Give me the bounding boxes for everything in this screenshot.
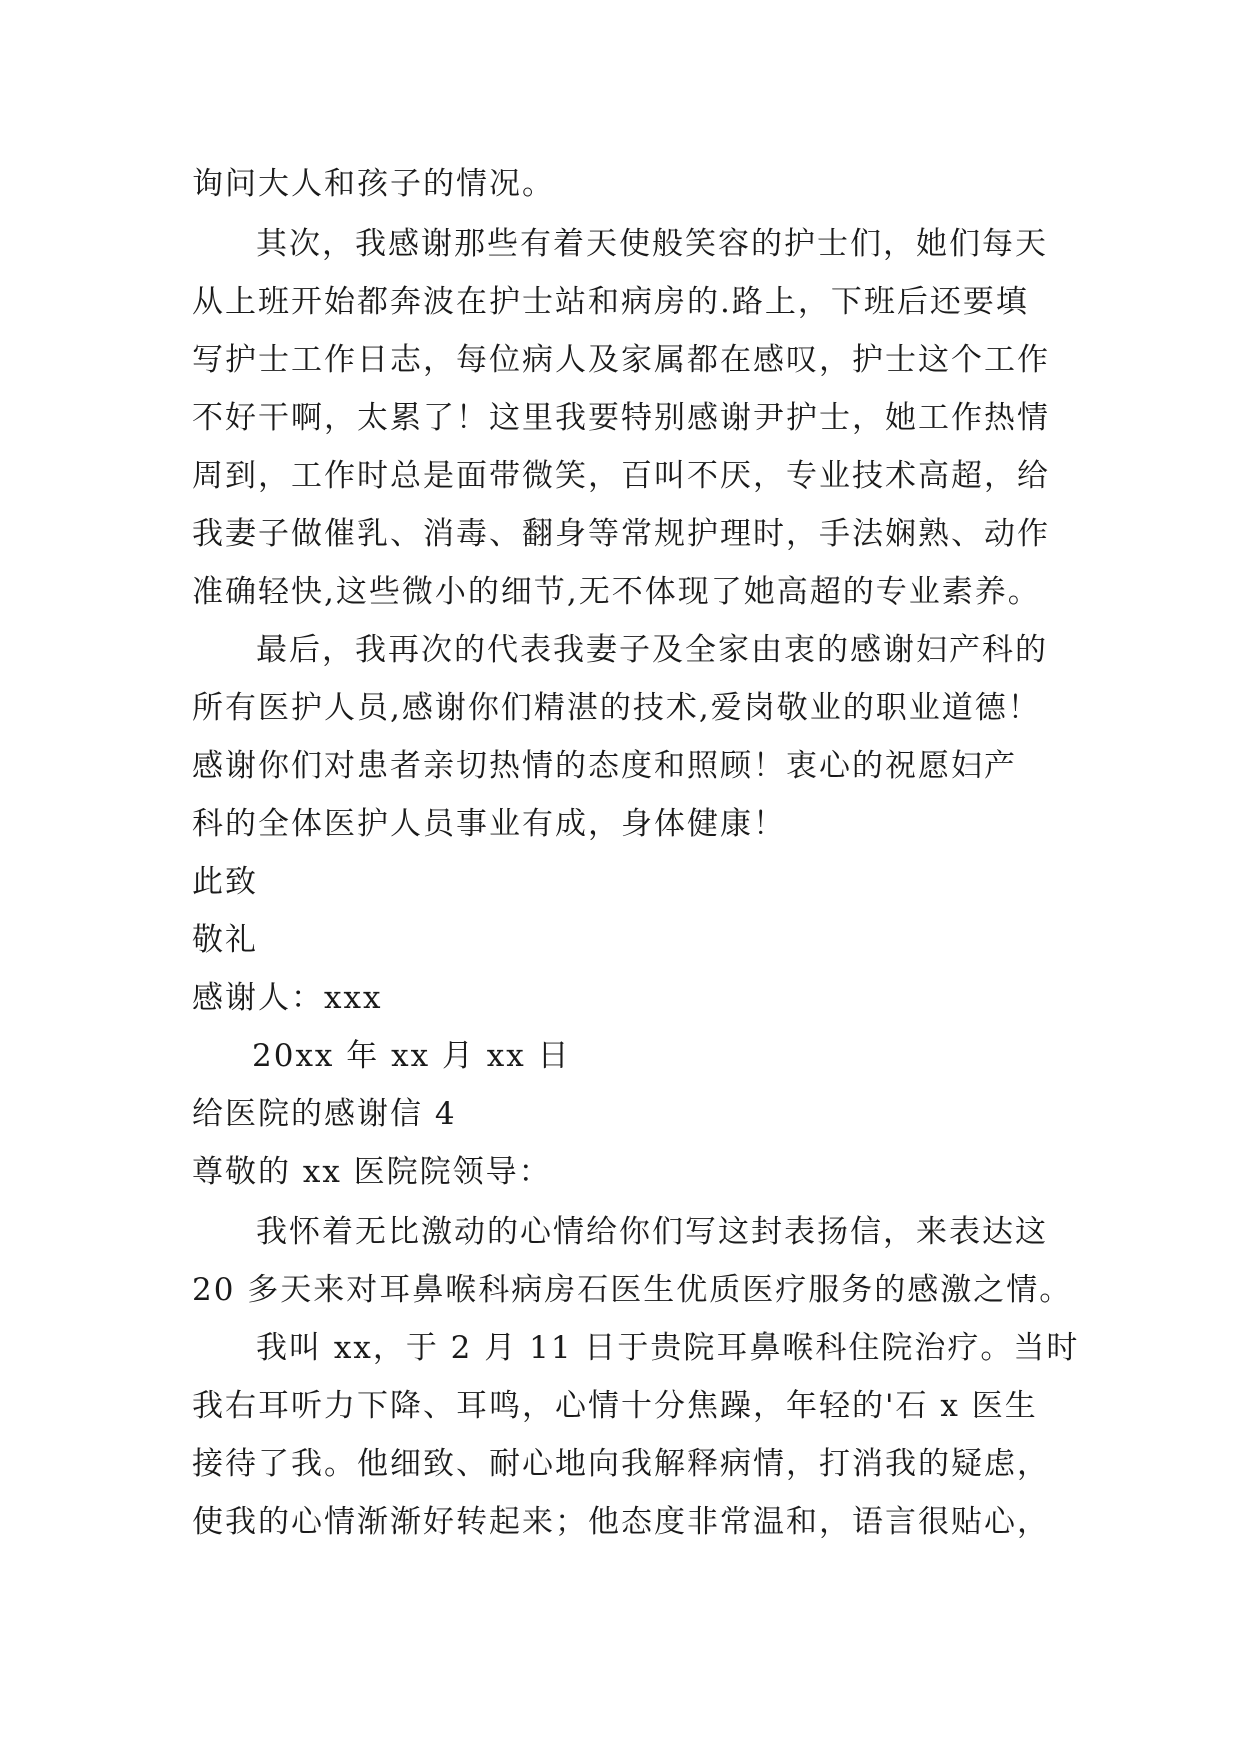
- text-line: 写护士工作日志，每位病人及家属都在感叹，护士这个工作: [192, 342, 1050, 378]
- text-line: 准确轻快,这些微小的细节,无不体现了她高超的专业素养。: [192, 574, 1041, 610]
- text-line: 周到，工作时总是面带微笑，百叫不厌，专业技术高超，给: [192, 458, 1050, 494]
- signature-line: 感谢人：xxx: [192, 980, 383, 1016]
- text-line: 20 多天来对耳鼻喉科病房石医生优质医疗服务的感激之情。: [192, 1272, 1073, 1308]
- text-line: 最后，我再次的代表我妻子及全家由衷的感谢妇产科的: [256, 632, 1048, 668]
- text-line: 所有医护人员,感谢你们精湛的技术,爱岗敬业的职业道德！: [192, 690, 1041, 726]
- text-line: 我妻子做催乳、消毒、翻身等常规护理时，手法娴熟、动作: [192, 516, 1050, 552]
- letter-greeting: 尊敬的 xx 医院院领导：: [192, 1154, 552, 1190]
- text-line: 其次，我感谢那些有着天使般笑容的护士们，她们每天: [256, 226, 1048, 262]
- text-line: 感谢你们对患者亲切热情的态度和照顾！衷心的祝愿妇产: [192, 748, 1017, 784]
- letter-title: 给医院的感谢信 4: [192, 1096, 457, 1132]
- date-line: 20xx 年 xx 月 xx 日: [252, 1038, 571, 1074]
- text-line: 我怀着无比激动的心情给你们写这封表扬信，来表达这: [256, 1214, 1048, 1250]
- text-line: 不好干啊，太累了！这里我要特别感谢尹护士，她工作热情: [192, 400, 1050, 436]
- text-line: 我叫 xx，于 2 月 11 日于贵院耳鼻喉科住院治疗。当时: [256, 1330, 1080, 1366]
- closing-salutation: 此致: [192, 864, 258, 900]
- text-line: 接待了我。他细致、耐心地向我解释病情，打消我的疑虑，: [192, 1446, 1050, 1482]
- text-line: 询问大人和孩子的情况。: [192, 166, 555, 202]
- closing-regards: 敬礼: [192, 922, 258, 958]
- text-line: 我右耳听力下降、耳鸣，心情十分焦躁，年轻的'石 x 医生: [192, 1388, 1038, 1424]
- text-line: 科的全体医护人员事业有成，身体健康！: [192, 806, 786, 842]
- text-line: 使我的心情渐渐好转起来；他态度非常温和，语言很贴心，: [192, 1504, 1050, 1540]
- text-line: 从上班开始都奔波在护士站和病房的.路上，下班后还要填: [192, 284, 1029, 320]
